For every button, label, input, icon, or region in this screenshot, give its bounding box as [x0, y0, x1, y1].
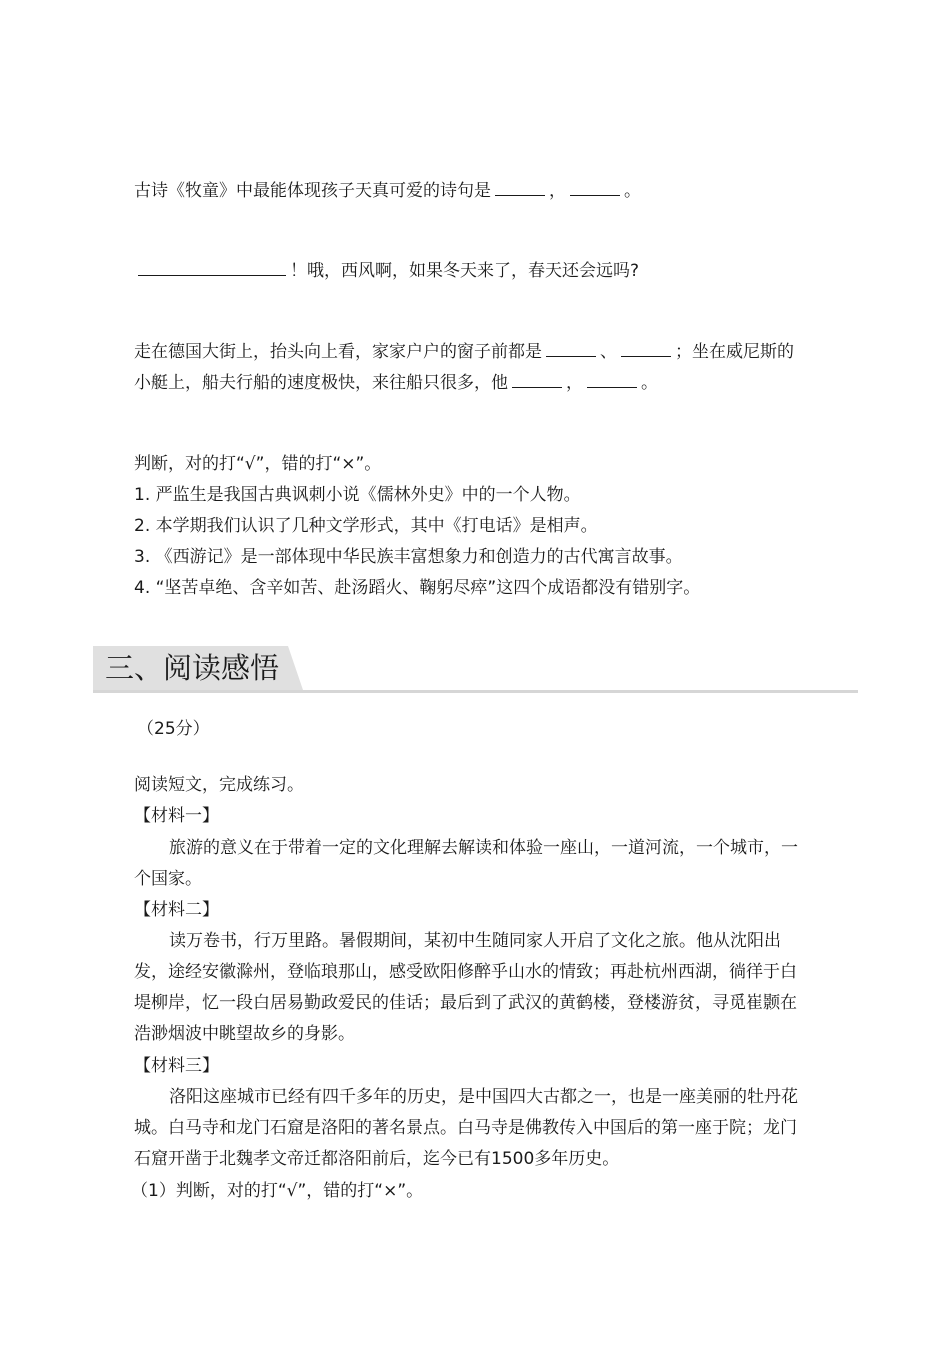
- material-3-label: 【材料三】: [134, 1056, 219, 1076]
- question-poem: 古诗《牧童》中最能体现孩子天真可爱的诗句是 ， 。: [134, 181, 641, 201]
- answer-blank[interactable]: [621, 340, 671, 357]
- reading-question-1: （1）判断，对的打“√”，错的打“×”。: [131, 1181, 424, 1201]
- material-2-line: 堤柳岸，忆一段白居易勤政爱民的佳话；最后到了武汉的黄鹤楼，登楼游贫，寻觅崔颢在: [134, 993, 797, 1013]
- judge-item-2: 2. 本学期我们认识了几种文学形式，其中《打电话》是相声。: [134, 516, 598, 536]
- section-header: [93, 646, 858, 692]
- section-score: （25分）: [137, 719, 210, 739]
- judge-item-1: 1. 严监生是我国古典讽刺小说《儒林外史》中的一个人物。: [134, 485, 581, 505]
- material-2-line: 浩渺烟波中眺望故乡的身影。: [134, 1024, 355, 1044]
- question-text: 古诗《牧童》中最能体现孩子天真可爱的诗句是: [134, 181, 491, 201]
- answer-blank[interactable]: [570, 179, 620, 196]
- material-3-line: 洛阳这座城市已经有四千多年的历史，是中国四大古都之一，也是一座美丽的牡丹花: [169, 1087, 798, 1107]
- material-1-line: 个国家。: [134, 869, 202, 889]
- material-1-label: 【材料一】: [134, 806, 219, 826]
- question-text: ！哦，西风啊，如果冬天来了，春天还会远吗?: [290, 261, 640, 281]
- answer-blank[interactable]: [495, 179, 545, 196]
- material-1-line: 旅游的意义在于带着一定的文化理解去解读和体验一座山，一道河流，一个城市，一: [169, 838, 798, 858]
- reading-intro: 阅读短文，完成练习。: [134, 775, 304, 795]
- answer-blank[interactable]: [587, 371, 637, 388]
- answer-blank[interactable]: [512, 371, 562, 388]
- question-west-wind: [138, 259, 639, 283]
- material-2-line: 发，途经安徽滁州，登临琅那山，感受欧阳修醉乎山水的情致；再赴杭州西湖，徜徉于白: [134, 962, 797, 982]
- judge-item-3: 3. 《西游记》是一部体现中华民族丰富想象力和创造力的古代寓言故事。: [134, 547, 683, 567]
- material-3-line: 城。白马寺和龙门石窟是洛阳的著名景点。白马寺是佛教传入中国后的第一座于院；龙门: [134, 1118, 797, 1138]
- answer-blank[interactable]: [138, 259, 286, 276]
- material-3-line: 石窟开凿于北魏孝文帝迁都洛阳前后，迄今已有1500多年历史。: [134, 1149, 620, 1169]
- section-title: 三、阅读感悟: [105, 651, 280, 685]
- question-travel-line-2: 小艇上，船夫行船的速度极快，来往船只很多，他 ， 。: [134, 373, 658, 393]
- material-2-line: 读万卷书，行万里路。暑假期间，某初中生随同家人开启了文化之旅。他从沈阳出: [169, 931, 781, 951]
- answer-blank[interactable]: [546, 340, 596, 357]
- question-travel-line-1: 走在德国大街上，抬头向上看，家家户户的窗子前都是 、 ；坐在威尼斯的: [134, 342, 794, 362]
- material-2-label: 【材料二】: [134, 900, 219, 920]
- judge-item-4: 4. “坚苦卓绝、含辛如苦、赴汤蹈火、鞠躬尽瘁”这四个成语都没有错别字。: [134, 578, 701, 598]
- section-divider: [93, 690, 858, 693]
- judge-title: 判断，对的打“√”，错的打“×”。: [134, 454, 382, 474]
